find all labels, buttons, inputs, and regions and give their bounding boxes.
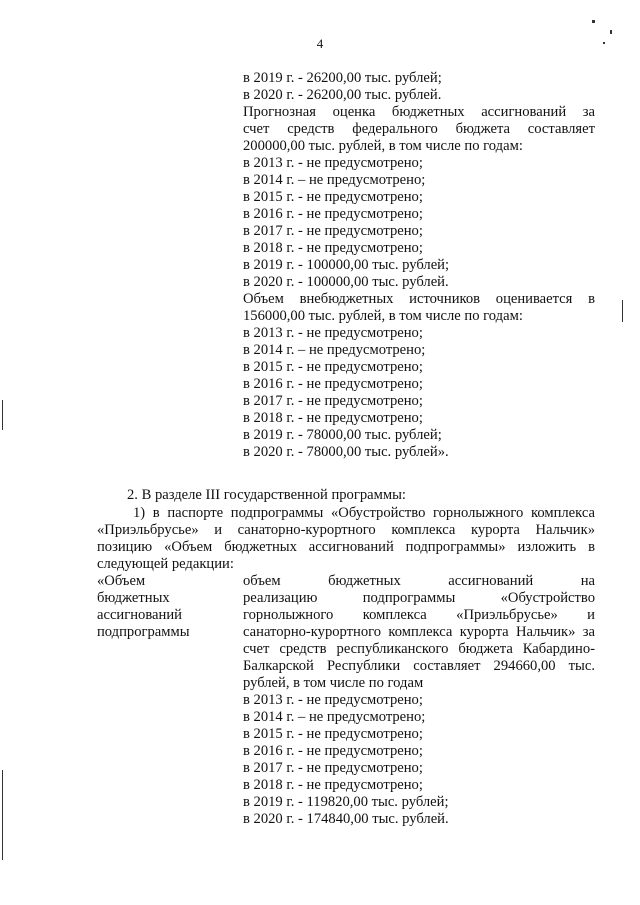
scan-mark xyxy=(2,770,3,860)
text-line: в 2015 г. - не предусмотрено; xyxy=(243,189,423,205)
text-line: в 2018 г. - не предусмотрено; xyxy=(243,777,423,793)
paragraph-line: 1) в паспорте подпрограммы «Обустройство горнолыжного комплекса xyxy=(133,505,595,521)
paragraph-line: объем бюджетных ассигнований на xyxy=(243,573,595,589)
scan-mark xyxy=(2,400,3,430)
page-number: 4 xyxy=(316,36,324,51)
text-line: в 2013 г. - не предусмотрено; xyxy=(243,325,423,341)
paragraph-line: Прогнозная оценка бюджетных ассигнований за xyxy=(243,104,595,120)
paragraph-line: 156000,00 тыс. рублей, в том числе по годам: xyxy=(243,308,523,324)
paragraph-line: счет средств федерального бюджета составляет xyxy=(243,121,595,137)
paragraph-line: санаторно-курортного комплекса курорта Нальчик» за xyxy=(243,624,595,640)
table-label: бюджетных xyxy=(97,590,170,606)
paragraph-line: рублей, в том числе по годам xyxy=(243,675,424,691)
text-line: в 2015 г. - не предусмотрено; xyxy=(243,359,423,375)
text-line: в 2019 г. - 78000,00 тыс. рублей; xyxy=(243,427,442,443)
text-line: в 2014 г. – не предусмотрено; xyxy=(243,709,426,725)
table-label: «Объем xyxy=(97,573,146,589)
text-line: в 2016 г. - не предусмотрено; xyxy=(243,376,423,392)
scan-mark xyxy=(622,300,623,322)
paragraph-line: «Приэльбрусье» и санаторно-курортного комплекса курорта Нальчик» xyxy=(97,522,595,538)
text-line: в 2014 г. – не предусмотрено; xyxy=(243,172,426,188)
text-line: в 2016 г. - не предусмотрено; xyxy=(243,743,423,759)
paragraph-line: реализацию подпрограммы «Обустройство xyxy=(243,590,595,606)
table-label: ассигнований xyxy=(97,607,182,623)
text-line: в 2014 г. – не предусмотрено; xyxy=(243,342,426,358)
paragraph-line: 200000,00 тыс. рублей, в том числе по годам: xyxy=(243,138,523,154)
text-line: в 2019 г. - 100000,00 тыс. рублей; xyxy=(243,257,450,273)
table-label: подпрограммы xyxy=(97,624,190,640)
paragraph-line: Балкарской Республики составляет 294660,00 тыс. xyxy=(243,658,595,674)
text-line: в 2015 г. - не предусмотрено; xyxy=(243,726,423,742)
paragraph-line: следующей редакции: xyxy=(97,556,234,572)
paragraph-line: горнолыжного комплекса «Приэльбрусье» и xyxy=(243,607,595,623)
scan-mark xyxy=(603,42,605,44)
text-line: в 2017 г. - не предусмотрено; xyxy=(243,223,423,239)
text-line: в 2019 г. - 119820,00 тыс. рублей; xyxy=(243,794,449,810)
paragraph-line: счет средств республиканского бюджета Кабардино- xyxy=(243,641,595,657)
text-line: в 2020 г. - 78000,00 тыс. рублей». xyxy=(243,444,449,460)
paragraph-line: Объем внебюджетных источников оценивается в xyxy=(243,291,595,307)
text-line: в 2020 г. - 174840,00 тыс. рублей. xyxy=(243,811,449,827)
paragraph-line: позицию «Объем бюджетных ассигнований подпрограммы» изложить в xyxy=(97,539,595,555)
text-line: в 2013 г. - не предусмотрено; xyxy=(243,692,423,708)
text-line: в 2020 г. - 100000,00 тыс. рублей. xyxy=(243,274,449,290)
scan-mark xyxy=(610,30,612,34)
section-heading: 2. В разделе III государственной программы: xyxy=(127,487,406,503)
text-line: в 2020 г. - 26200,00 тыс. рублей. xyxy=(243,87,442,103)
text-line: в 2016 г. - не предусмотрено; xyxy=(243,206,423,222)
text-line: в 2017 г. - не предусмотрено; xyxy=(243,760,423,776)
text-line: в 2018 г. - не предусмотрено; xyxy=(243,240,423,256)
text-line: в 2018 г. - не предусмотрено; xyxy=(243,410,423,426)
text-line: в 2017 г. - не предусмотрено; xyxy=(243,393,423,409)
text-line: в 2013 г. - не предусмотрено; xyxy=(243,155,423,171)
scan-mark xyxy=(592,20,595,23)
text-line: в 2019 г. - 26200,00 тыс. рублей; xyxy=(243,70,442,86)
